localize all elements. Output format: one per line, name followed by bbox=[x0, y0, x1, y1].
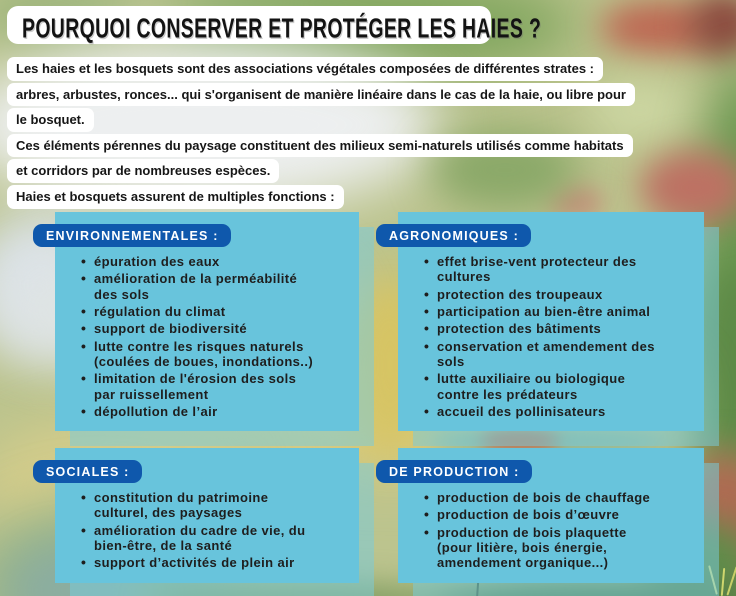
list-item-line: • production de bois d’œuvre bbox=[437, 507, 620, 523]
list-item bbox=[424, 321, 698, 336]
list-item-line: • dépollution de l’air bbox=[94, 403, 218, 419]
list-item-line: • épuration des eaux bbox=[94, 254, 220, 269]
list-item bbox=[424, 371, 698, 402]
list-item-line: • effet brise-vent protecteur des bbox=[437, 254, 637, 269]
function-box-environnementales bbox=[46, 212, 359, 431]
category-pill-environnementales: ENVIRONNEMENTALES : bbox=[33, 224, 231, 247]
list-item bbox=[424, 507, 698, 522]
list-item-line: • lutte auxiliaire ou biologique bbox=[437, 371, 626, 387]
page-title bbox=[7, 6, 542, 44]
list-item-line: culturel, des paysages bbox=[94, 505, 243, 521]
list-item-line: • protection des bâtiments bbox=[437, 321, 602, 337]
list-item-line: • lutte contre les risques naturels bbox=[94, 338, 304, 354]
function-box-sociales bbox=[46, 448, 359, 583]
intro-line: et corridors par de nombreuses espèces. bbox=[7, 159, 279, 183]
intro-line: Ces éléments pérennes du paysage constituent des milieux semi-naturels utilisés comme habitats bbox=[7, 134, 633, 158]
list-item bbox=[424, 339, 698, 370]
list-item-line: bien-être, de la santé bbox=[94, 537, 233, 553]
list-item bbox=[81, 304, 353, 319]
list-item-line: sols bbox=[437, 353, 465, 369]
list-item bbox=[81, 555, 353, 570]
intro-line: Haies et bosquets assurent de multiples fonctions : bbox=[7, 185, 344, 209]
list-item-line: • limitation de l'érosion des sols bbox=[94, 371, 297, 387]
list-item-line: • support d’activités de plein air bbox=[94, 555, 295, 571]
list-item bbox=[81, 339, 353, 370]
list-item-line: contre les prédateurs bbox=[437, 386, 578, 402]
list-item bbox=[424, 287, 698, 302]
list-item-line: • protection des troupeaux bbox=[437, 286, 603, 302]
list-item-line: • support de biodiversité bbox=[94, 321, 247, 337]
list-item-line: • amélioration du cadre de vie, du bbox=[94, 522, 306, 538]
bullet-list bbox=[398, 490, 698, 571]
list-item bbox=[424, 490, 698, 505]
list-item-line: • participation au bien-être animal bbox=[437, 303, 651, 319]
function-box-de-production bbox=[389, 448, 704, 583]
list-item-line: • production de bois plaquette bbox=[437, 524, 627, 540]
list-item-line: • production de bois de chauffage bbox=[437, 490, 651, 505]
list-item bbox=[81, 404, 353, 419]
list-item-line: • constitution du patrimoine bbox=[94, 490, 269, 505]
list-item-line: • conservation et amendement des bbox=[437, 338, 655, 354]
list-item-line: (coulées de boues, inondations..) bbox=[94, 353, 314, 369]
category-pill-agronomiques: AGRONOMIQUES : bbox=[376, 224, 531, 247]
list-item bbox=[81, 321, 353, 336]
bullet-list bbox=[398, 254, 698, 419]
intro-line: arbres, arbustes, ronces... qui s'organisent de manière linéaire dans le cas de la haie, ou libre pour bbox=[7, 83, 635, 107]
list-item bbox=[81, 271, 353, 302]
list-item-line: • accueil des pollinisateurs bbox=[437, 403, 606, 419]
list-item-line: (pour litière, bois énergie, bbox=[437, 539, 608, 555]
list-item-line: • amélioration de la perméabilité bbox=[94, 271, 298, 287]
photo-blob bbox=[690, 0, 736, 60]
list-item bbox=[424, 404, 698, 419]
list-item bbox=[424, 304, 698, 319]
list-item-line: cultures bbox=[437, 269, 491, 285]
bullet-list bbox=[55, 490, 353, 571]
function-box-agronomiques bbox=[389, 212, 704, 431]
list-item bbox=[81, 490, 353, 521]
category-pill-sociales: SOCIALES : bbox=[33, 460, 142, 483]
list-item bbox=[424, 525, 698, 571]
list-item-line: • régulation du climat bbox=[94, 303, 226, 319]
page-title-text: POURQUOI CONSERVER ET PROTÉGER LES HAIES ? bbox=[22, 13, 542, 44]
list-item-line: amendement organique...) bbox=[437, 555, 609, 571]
intro-paragraphs bbox=[7, 57, 635, 211]
list-item bbox=[424, 254, 698, 285]
list-item bbox=[81, 254, 353, 269]
category-pill-de-production: DE PRODUCTION : bbox=[376, 460, 532, 483]
list-item-line: par ruissellement bbox=[94, 386, 209, 402]
intro-line: Les haies et les bosquets sont des associations végétales composées de différentes strates : bbox=[7, 57, 603, 81]
intro-line: le bosquet. bbox=[7, 108, 94, 132]
list-item-line: des sols bbox=[94, 286, 150, 302]
list-item bbox=[81, 523, 353, 554]
list-item bbox=[81, 371, 353, 402]
bullet-list bbox=[55, 254, 353, 419]
